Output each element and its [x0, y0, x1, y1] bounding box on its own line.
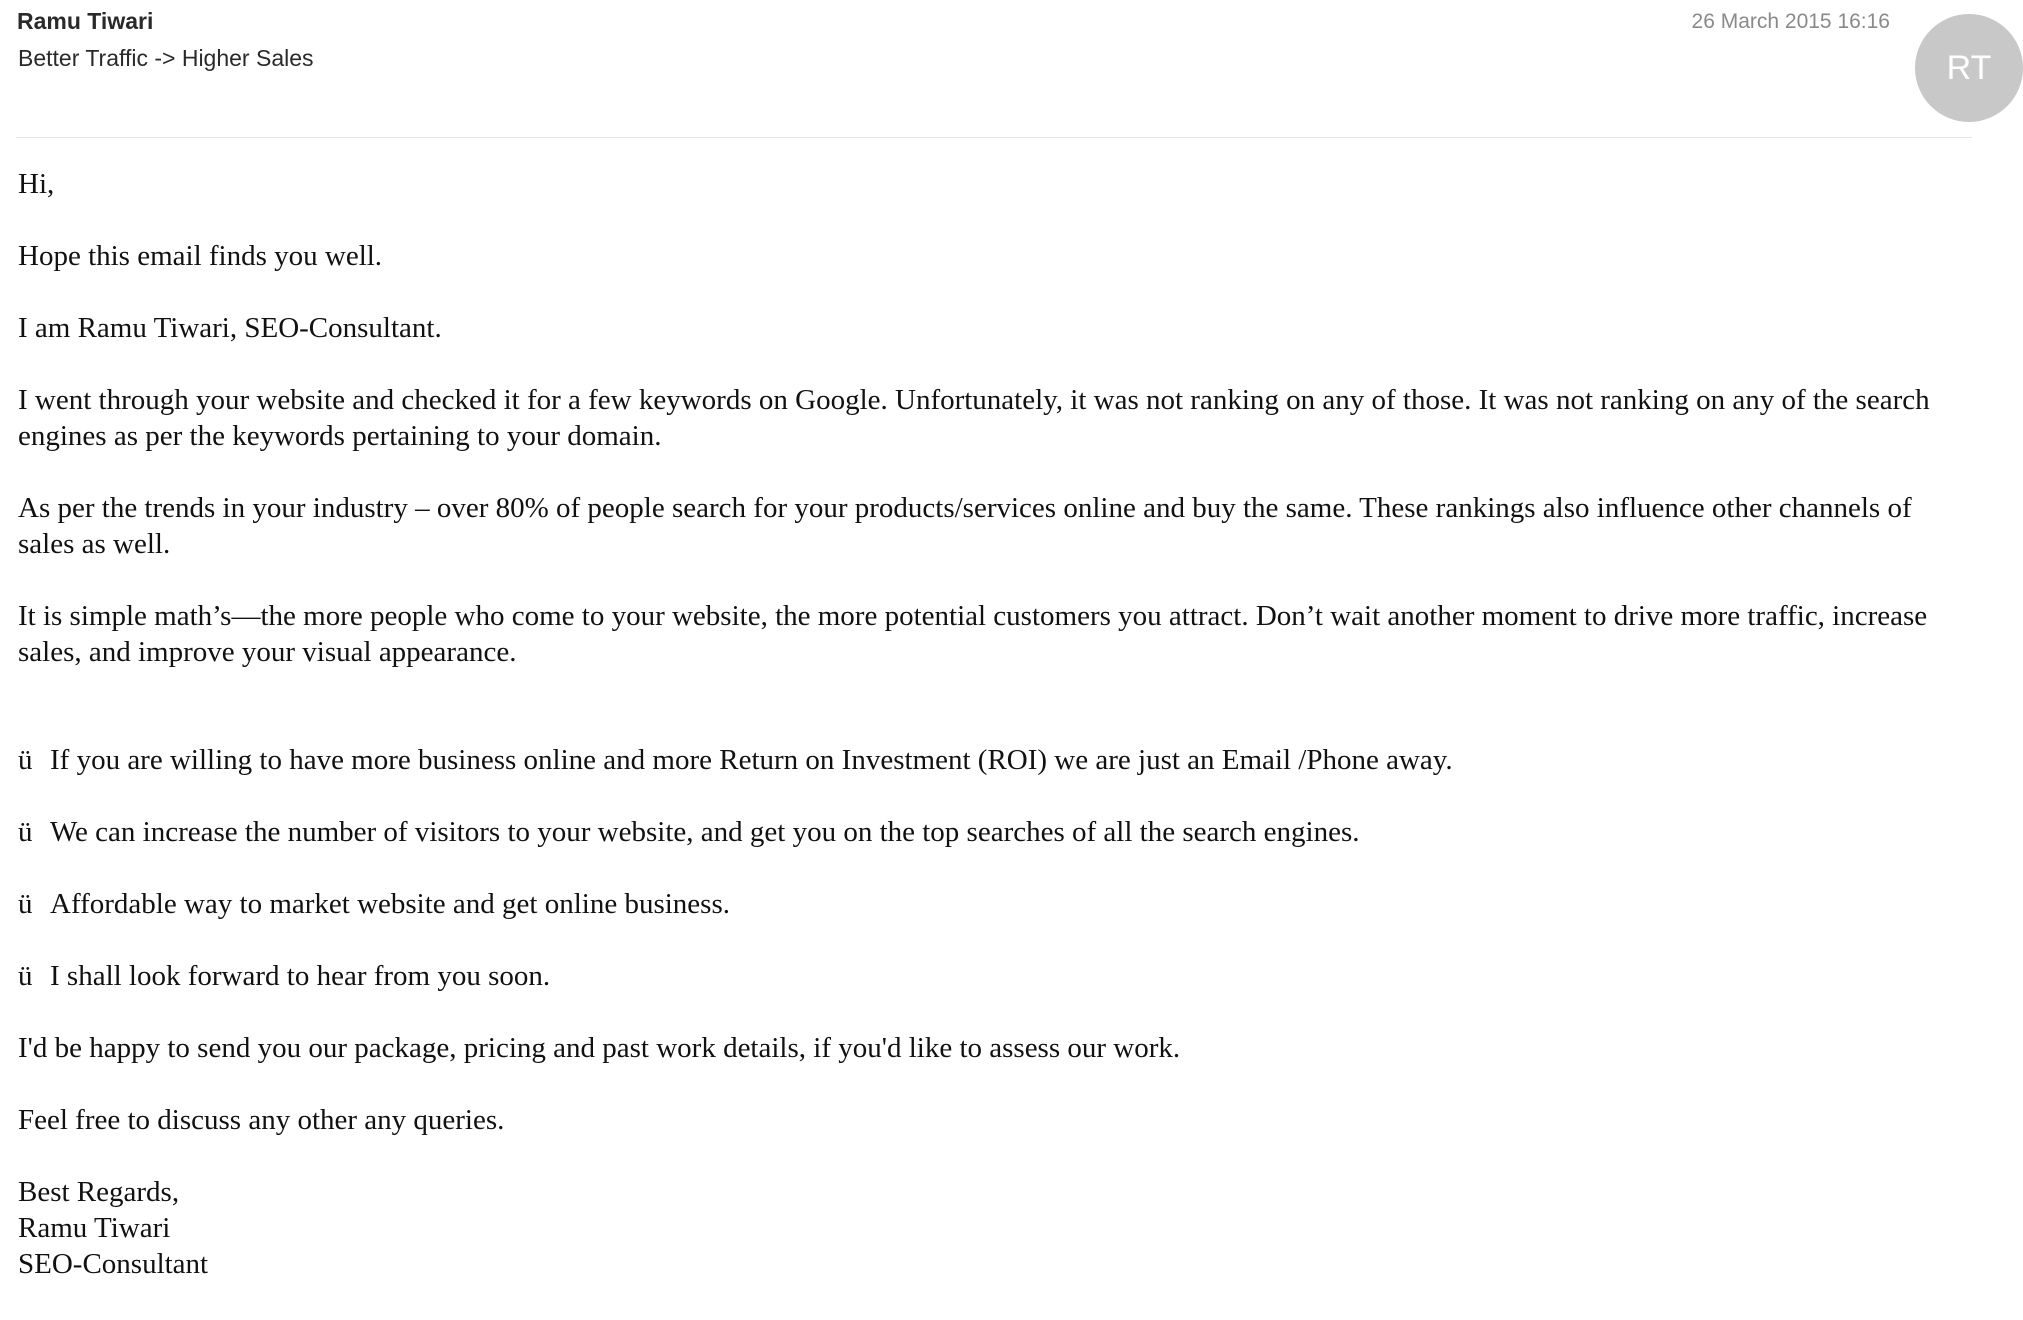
checkmark-bullet-icon: ü [18, 816, 33, 848]
checkmark-bullet-icon: ü [18, 888, 33, 920]
body-paragraph: Hope this email finds you well. [18, 240, 383, 272]
body-paragraph: Feel free to discuss any other any queries. [18, 1104, 505, 1136]
signature-name: Ramu Tiwari [18, 1212, 171, 1244]
spacer [18, 706, 1958, 742]
bullet-item [18, 742, 1958, 778]
sender-avatar[interactable]: RT [1915, 14, 2023, 122]
bullet-text: I shall look forward to hear from you soon. [50, 960, 551, 992]
checkmark-bullet-icon: ü [18, 744, 33, 776]
body-paragraph: It is simple math’s—the more people who come to your website, the more potential customers you attract. Don’t wait another moment to drive more traffic, increase sales, and improve your visual appearance. [18, 600, 1928, 668]
bullet-text: Affordable way to market website and get online business. [50, 888, 730, 920]
bullet-text: If you are willing to have more business online and more Return on Investment (ROI) we are just an Email /Phone away. [50, 744, 1453, 776]
signature-title: SEO-Consultant [18, 1248, 209, 1280]
signoff: Best Regards, [18, 1176, 180, 1208]
sender-name[interactable]: Ramu Tiwari [17, 8, 154, 34]
header-divider [16, 137, 1972, 138]
bullet-item [18, 958, 1958, 994]
greeting: Hi, [18, 168, 55, 200]
body-paragraph: I am Ramu Tiwari, SEO-Consultant. [18, 312, 442, 344]
signature-block [18, 1174, 1958, 1282]
email-header [0, 0, 1992, 140]
email-body [18, 166, 1958, 1282]
body-paragraph: As per the trends in your industry – over 80% of people search for your products/services online and buy the same. These rankings also influence other channels of sales as well. [18, 492, 1912, 560]
bullet-text: We can increase the number of visitors to your website, and get you on the top searches of all the search engines. [50, 816, 1360, 848]
email-subject: Better Traffic -> Higher Sales [18, 45, 314, 71]
bullet-item [18, 886, 1958, 922]
body-paragraph: I went through your website and checked it for a few keywords on Google. Unfortunately, it was not ranking on any of those. It was not ranking on any of the search engines as per the keywords pertaining to your domain. [18, 384, 1930, 452]
email-date: 26 March 2015 16:16 [1691, 10, 1890, 33]
bullet-item [18, 814, 1958, 850]
checkmark-bullet-icon: ü [18, 960, 33, 992]
body-paragraph: I'd be happy to send you our package, pricing and past work details, if you'd like to assess our work. [18, 1032, 1181, 1064]
